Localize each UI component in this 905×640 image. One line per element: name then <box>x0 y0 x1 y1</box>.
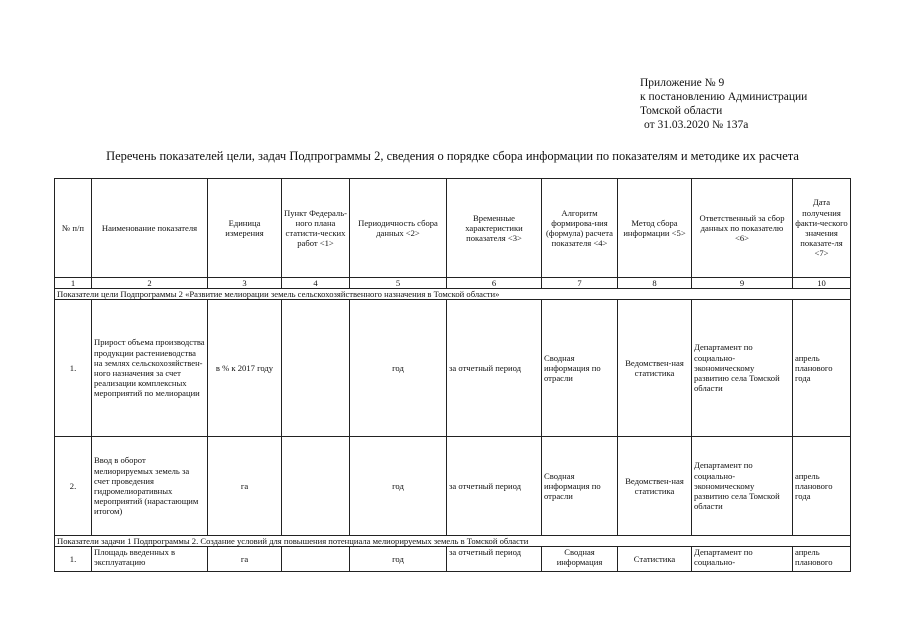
header-cell: Периодичность сбора данных <2> <box>350 179 447 278</box>
header-cell: Наименование показателя <box>92 179 208 278</box>
column-number: 3 <box>208 278 282 289</box>
column-number: 2 <box>92 278 208 289</box>
indicator-name: Площадь введенных в эксплуатацию <box>92 547 208 572</box>
appendix-block <box>640 76 880 132</box>
header-cell: Ответственный за сбор данных по показателю <6> <box>692 179 793 278</box>
appendix-line-4: от 31.03.2020 № 137а <box>644 119 749 131</box>
federal-plan-cell <box>282 300 350 437</box>
header-cell: Алгоритм формирова-ния (формула) расчета показателя <4> <box>542 179 618 278</box>
column-number: 1 <box>55 278 92 289</box>
row-number: 1. <box>55 300 92 437</box>
algorithm-cell: Сводная информация по отрасли <box>542 437 618 536</box>
federal-plan-cell <box>282 547 350 572</box>
appendix-line-3: Томской области <box>640 105 723 117</box>
indicator-name: Ввод в оборот мелиорируемых земель за счет проведения гидромелиоративных мероприятий (нарастающим итогом) <box>92 437 208 536</box>
table-header-row <box>55 179 851 278</box>
column-number: 7 <box>542 278 618 289</box>
table-row <box>55 547 851 572</box>
row-number: 1. <box>55 547 92 572</box>
periodicity-cell: год <box>350 547 447 572</box>
method-cell: Ведомствен-ная статистика <box>618 437 692 536</box>
federal-plan-cell <box>282 437 350 536</box>
date-cell: апрель планового года <box>793 300 851 437</box>
method-cell: Ведомствен-ная статистика <box>618 300 692 437</box>
appendix-line-2: к постановлению Администрации <box>640 91 808 103</box>
method-cell: Статистика <box>618 547 692 572</box>
header-cell: Временные характеристики показателя <3> <box>447 179 542 278</box>
indicator-name: Прирост объема производства продукции растениеводства на землях сельскохозяйствен-ного назначения за счет реализации комплексных мероприятий по мелиорации <box>92 300 208 437</box>
header-cell: № п/п <box>55 179 92 278</box>
time-characteristics-cell: за отчетный период <box>447 300 542 437</box>
header-cell: Единица измерения <box>208 179 282 278</box>
section-title: Показатели цели Подпрограммы 2 «Развитие мелиорации земель сельскохозяйственного назначения в Томской области» <box>55 289 851 300</box>
row-number: 2. <box>55 437 92 536</box>
column-number: 8 <box>618 278 692 289</box>
section-row <box>55 536 851 547</box>
periodicity-cell: год <box>350 437 447 536</box>
unit-cell: в % к 2017 году <box>208 300 282 437</box>
indicators-table <box>54 178 851 572</box>
section-row <box>55 289 851 300</box>
appendix-line-1: Приложение № 9 <box>640 77 725 89</box>
algorithm-cell: Сводная информация по отрасли <box>542 300 618 437</box>
unit-cell: га <box>208 437 282 536</box>
periodicity-cell: год <box>350 300 447 437</box>
column-number: 5 <box>350 278 447 289</box>
responsible-cell: Департамент по социально- <box>692 547 793 572</box>
time-characteristics-cell: за отчетный период <box>447 437 542 536</box>
header-cell: Дата получения факти-ческого значения показате-ля <7> <box>793 179 851 278</box>
column-number-row <box>55 278 851 289</box>
section-title: Показатели задачи 1 Подпрограммы 2. Создание условий для повышения потенциала мелиорируемых земель в Томской области <box>55 536 851 547</box>
document-title: Перечень показателей цели, задач Подпрограммы 2, сведения о порядке сбора информации по показателям и методике их расчета <box>106 149 799 163</box>
column-number: 6 <box>447 278 542 289</box>
table-row <box>55 300 851 437</box>
header-cell: Пункт Федераль-ного плана статисти-ческих работ <1> <box>282 179 350 278</box>
unit-cell: га <box>208 547 282 572</box>
responsible-cell: Департамент по социально-экономическому развитию села Томской области <box>692 300 793 437</box>
column-number: 9 <box>692 278 793 289</box>
algorithm-cell: Сводная информация <box>542 547 618 572</box>
table-row <box>55 437 851 536</box>
column-number: 10 <box>793 278 851 289</box>
responsible-cell: Департамент по социально-экономическому развитию села Томской области <box>692 437 793 536</box>
date-cell: апрель планового года <box>793 437 851 536</box>
time-characteristics-cell: за отчетный период <box>447 547 542 572</box>
column-number: 4 <box>282 278 350 289</box>
date-cell: апрель планового <box>793 547 851 572</box>
header-cell: Метод сбора информации <5> <box>618 179 692 278</box>
